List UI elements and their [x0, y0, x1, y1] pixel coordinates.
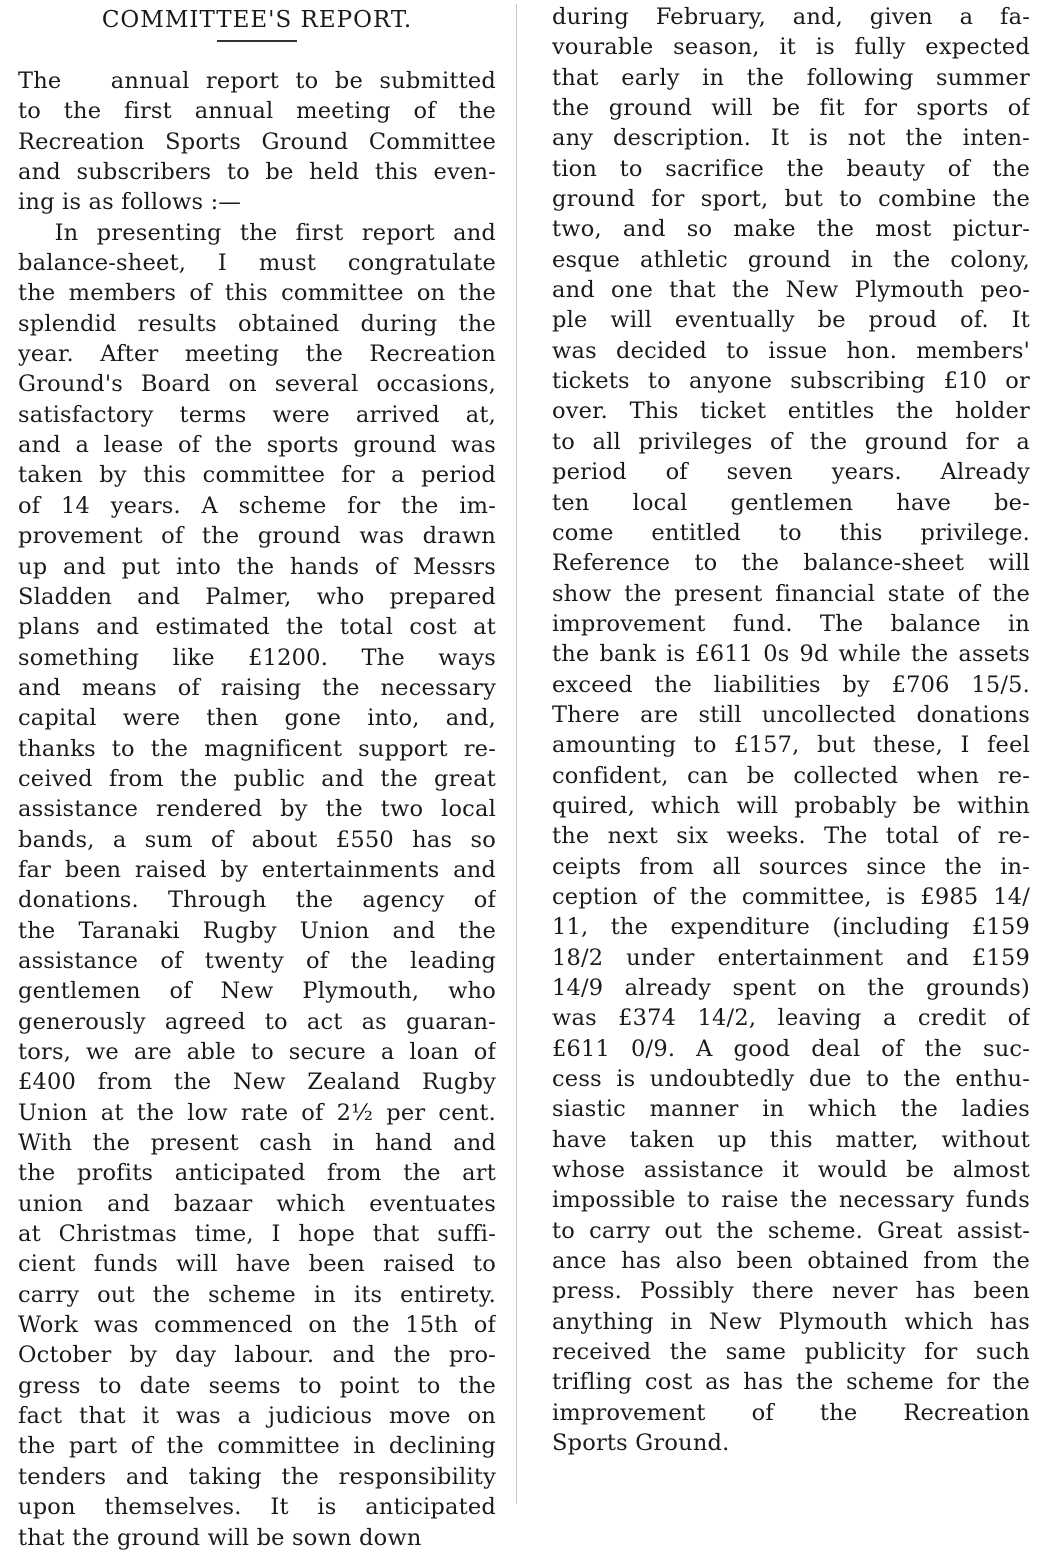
text-line: £611 0/9. A good deal of the suc- — [552, 1035, 1030, 1062]
text-line: impossible to raise the necessary funds — [552, 1187, 1030, 1214]
text-line: two, and so make the most pictur- — [552, 216, 1030, 243]
text-line: bands, a sum of about £550 has so — [18, 826, 496, 853]
text-line: With the present cash in hand and — [18, 1130, 496, 1157]
text-line: carry out the scheme in its entirety. — [18, 1281, 496, 1308]
text-line: capital were then gone into, and, — [18, 705, 496, 732]
right-column — [552, 0, 1030, 1459]
text-line: donations. Through the agency of — [18, 887, 496, 914]
text-line: plans and estimated the total cost at — [18, 614, 496, 641]
text-line: ceived from the public and the great — [18, 765, 496, 792]
text-line: amounting to £157, but these, I feel — [552, 732, 1030, 759]
text-line: ground for sport, but to combine the — [552, 186, 1030, 213]
text-line: far been raised by entertainments and — [18, 856, 496, 883]
text-line: gress to date seems to point to the — [18, 1372, 496, 1399]
text-line: over. This ticket entitles the holder — [552, 398, 1030, 425]
text-line: Reference to the balance-sheet will — [552, 550, 1030, 577]
text-line: fact that it was a judicious move on — [18, 1403, 496, 1430]
text-line: trifling cost as has the scheme for the — [552, 1369, 1030, 1396]
text-line: siastic manner in which the ladies — [552, 1096, 1030, 1123]
text-line: that early in the following summer — [552, 64, 1030, 91]
text-line: and means of raising the necessary — [18, 674, 496, 701]
text-line: and one that the New Plymouth peo- — [552, 277, 1030, 304]
text-line: ception of the committee, is £985 14/ — [552, 883, 1030, 910]
text-line: year. After meeting the Recreation — [18, 341, 496, 368]
text-line: 11, the expenditure (including £159 — [552, 914, 1030, 941]
text-line: cient funds will have been raised to — [18, 1251, 496, 1278]
text-line: assistance of twenty of the leading — [18, 947, 496, 974]
text-line: 14/9 already spent on the grounds) — [552, 975, 1030, 1001]
text-line: the members of this committee on the — [18, 280, 496, 307]
text-line: show the present financial state of the — [552, 580, 1030, 607]
text-line: There are still uncollected donations — [552, 701, 1030, 728]
text-line: generously agreed to act as guaran- — [18, 1008, 496, 1035]
text-line: tion to sacrifice the beauty of the — [552, 155, 1030, 182]
text-line: the Taranaki Rugby Union and the — [18, 917, 496, 944]
text-line: vourable season, it is fully expected — [552, 34, 1030, 61]
text-line: Sladden and Palmer, who prepared — [18, 583, 496, 610]
text-line: satisfactory terms were arrived at, — [18, 401, 496, 428]
text-line: was £374 14/2, leaving a credit of — [552, 1005, 1030, 1032]
text-line: cess is undoubtedly due to the enthu- — [552, 1066, 1030, 1093]
text-line: have taken up this matter, without — [552, 1126, 1030, 1153]
text-line: ance has also been obtained from the — [552, 1248, 1030, 1275]
text-line: anything in New Plymouth which has — [552, 1308, 1030, 1335]
text-line: that the ground will be sown down — [18, 1524, 422, 1551]
text-line: to all privileges of the ground for a — [552, 428, 1030, 455]
column-divider — [516, 4, 517, 1504]
text-line: exceed the liabilities by £706 15/5. — [552, 671, 1030, 698]
text-line: period of seven years. Already — [552, 459, 1030, 486]
text-line: was decided to issue hon. members' — [552, 337, 1030, 364]
text-line: assistance rendered by the two local — [18, 796, 496, 823]
text-line: taken by this committee for a period — [18, 462, 496, 489]
text-line: to the first annual meeting of the — [18, 98, 496, 125]
text-line: thanks to the magnificent support re- — [18, 735, 496, 762]
text-line: ten local gentlemen have be- — [552, 489, 1030, 516]
text-line: tors, we are able to secure a loan of — [18, 1039, 496, 1065]
headline: COMMITTEE'S REPORT. — [101, 7, 413, 33]
text-line: the profits anticipated from the art — [18, 1160, 496, 1187]
text-line: come entitled to this privilege. — [552, 519, 1030, 546]
text-line: Union at the low rate of 2½ per cent. — [18, 1099, 496, 1126]
left-column-text — [18, 66, 496, 1553]
left-column — [18, 0, 496, 1553]
headline-rule — [217, 40, 297, 42]
text-line: ple will eventually be proud of. It — [552, 307, 1030, 334]
text-line: tenders and taking the responsibility — [18, 1463, 496, 1490]
right-column-text — [552, 0, 1030, 1459]
text-line: improvement fund. The balance in — [552, 610, 1030, 637]
text-line: Work was commenced on the 15th of — [18, 1312, 496, 1339]
text-line: Sports Ground. — [552, 1430, 730, 1457]
text-line: improvement of the Recreation — [552, 1399, 1030, 1426]
text-line: upon themselves. It is anticipated — [18, 1494, 496, 1521]
text-line: whose assistance it would be almost — [552, 1157, 1030, 1184]
text-line: balance-sheet, I must congratulate — [18, 250, 496, 277]
text-line: to carry out the scheme. Great assist- — [552, 1217, 1030, 1244]
text-line: received the same publicity for such — [552, 1339, 1030, 1366]
text-line: confident, can be collected when re- — [552, 762, 1030, 789]
text-line: the bank is £611 0s 9d while the assets — [552, 641, 1030, 668]
text-line: Recreation Sports Ground Committee — [18, 128, 496, 155]
text-line: the next six weeks. The total of re- — [552, 823, 1030, 850]
text-line: at Christmas time, I hope that suffi- — [18, 1221, 496, 1248]
text-line: In presenting the first report and — [18, 219, 496, 246]
text-line: and subscribers to be held this even- — [18, 159, 496, 186]
text-line: the ground will be fit for sports of — [552, 95, 1030, 122]
text-line: quired, which will probably be within — [552, 792, 1030, 819]
text-line: October by day labour. and the pro- — [18, 1342, 496, 1369]
text-line: up and put into the hands of Messrs — [18, 553, 496, 580]
text-line: during February, and, given a fa- — [552, 4, 1030, 30]
text-line: any description. It is not the inten- — [552, 125, 1030, 152]
text-line: £400 from the New Zealand Rugby — [18, 1069, 496, 1096]
text-line: press. Possibly there never has been — [552, 1278, 1030, 1305]
text-line: and a lease of the sports ground was — [18, 432, 496, 459]
text-line: Ground's Board on several occasions, — [18, 371, 496, 398]
text-line: ceipts from all sources since the in- — [552, 853, 1030, 880]
text-line: The annual report to be submitted — [18, 68, 496, 94]
text-line: union and bazaar which eventuates — [18, 1190, 496, 1217]
text-line: 18/2 under entertainment and £159 — [552, 944, 1030, 971]
text-line: ing is as follows :— — [18, 189, 242, 216]
text-line: the part of the committee in declining — [18, 1433, 496, 1460]
text-line: gentlemen of New Plymouth, who — [18, 978, 496, 1005]
text-line: provement of the ground was drawn — [18, 523, 496, 550]
text-line: splendid results obtained during the — [18, 310, 496, 337]
text-line: something like £1200. The ways — [18, 644, 496, 671]
text-line: esque athletic ground in the colony, — [552, 246, 1030, 273]
text-line: tickets to anyone subscribing £10 or — [552, 368, 1030, 395]
text-line: of 14 years. A scheme for the im- — [18, 492, 496, 519]
